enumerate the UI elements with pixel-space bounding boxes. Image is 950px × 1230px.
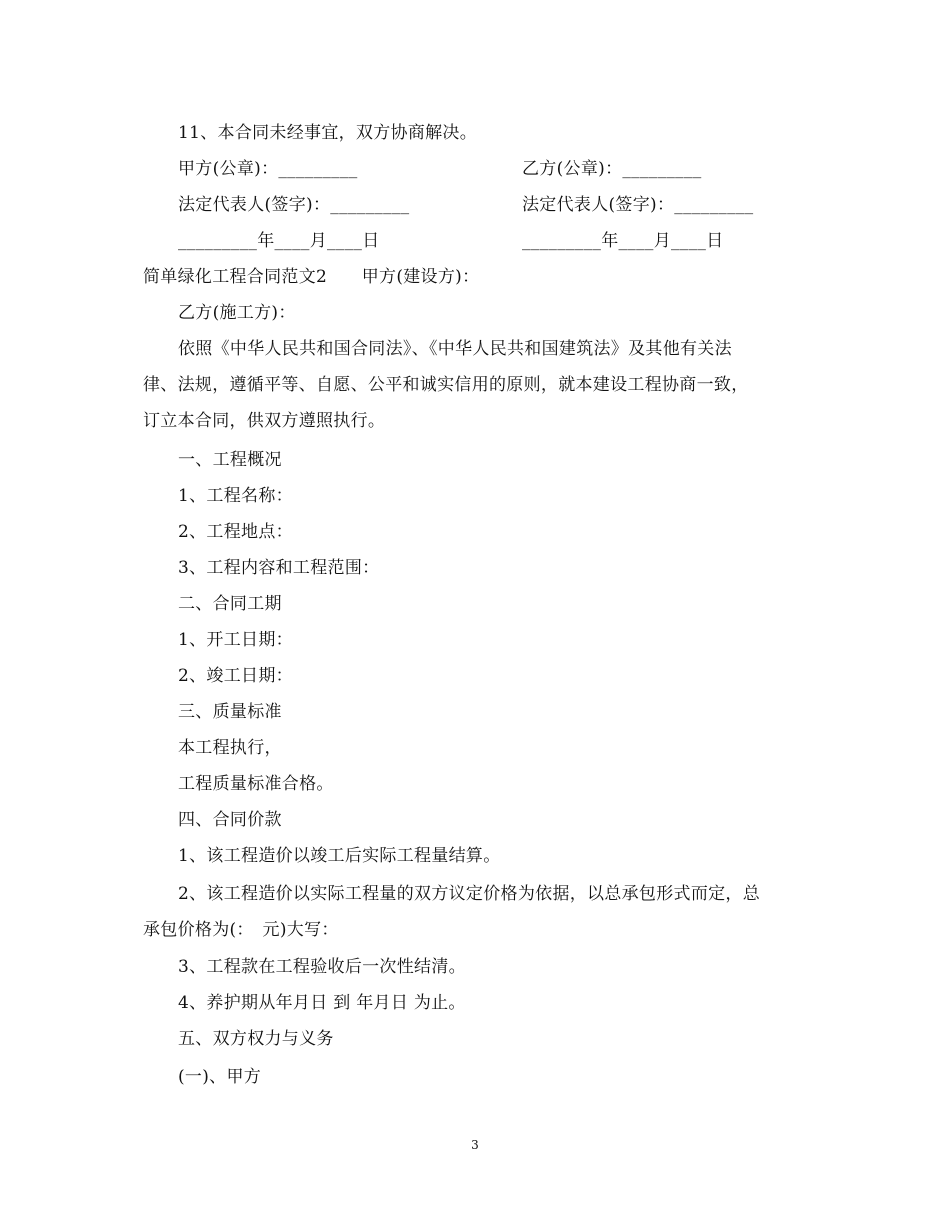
preamble-line-1: 依照《中华人民共和国合同法》、《中华人民共和国建筑法》及其他有关法 <box>178 339 732 359</box>
quality-standard-1: 本工程执行， <box>178 738 282 758</box>
section-3-heading: 三、质量标准 <box>178 702 282 722</box>
price-clause-2-line-1: 2、该工程造价以实际工程量的双方议定价格为依据，以总承包形式而定，总 <box>178 884 761 904</box>
party-a-date: _________年____月____日 <box>178 231 380 251</box>
party-b-seal: 乙方(公章)：_________ <box>522 159 702 179</box>
quality-standard-2: 工程质量标准合格。 <box>178 774 334 794</box>
section-2-heading: 二、合同工期 <box>178 594 282 614</box>
start-date: 1、开工日期： <box>178 630 293 650</box>
party-b-contractor: 乙方(施工方)： <box>178 303 296 323</box>
section-4-heading: 四、合同价款 <box>178 810 282 830</box>
section-5-heading: 五、双方权力与义务 <box>178 1029 334 1049</box>
contract-title-2: 简单绿化工程合同范文2 甲方(建设方)： <box>143 267 480 287</box>
price-clause-4: 4、养护期从年月日 到 年月日 为止。 <box>178 993 466 1013</box>
party-a-representative: 法定代表人(签字)：_________ <box>178 195 410 215</box>
party-b-date: _________年____月____日 <box>522 231 724 251</box>
clause-11: 11、本合同未经事宜，双方协商解决。 <box>178 123 478 143</box>
project-name: 1、工程名称： <box>178 486 293 506</box>
price-clause-2-line-2: 承包价格为(： 元)大写： <box>143 920 339 940</box>
party-a-seal: 甲方(公章)：_________ <box>178 159 358 179</box>
preamble-line-2: 律、法规，遵循平等、自愿、公平和诚实信用的原则，就本建设工程协商一致， <box>143 375 749 395</box>
completion-date: 2、竣工日期： <box>178 666 293 686</box>
price-clause-1: 1、该工程造价以竣工后实际工程量结算。 <box>178 846 501 866</box>
project-scope: 3、工程内容和工程范围： <box>178 558 380 578</box>
party-b-representative: 法定代表人(签字)：_________ <box>522 195 754 215</box>
section-1-heading: 一、工程概况 <box>178 450 282 470</box>
project-location: 2、工程地点： <box>178 522 293 542</box>
page-number: 3 <box>471 1138 479 1152</box>
price-clause-3: 3、工程款在工程验收后一次性结清。 <box>178 957 466 977</box>
preamble-line-3: 订立本合同，供双方遵照执行。 <box>143 411 386 431</box>
party-a-subheading: (一)、甲方 <box>178 1067 262 1087</box>
